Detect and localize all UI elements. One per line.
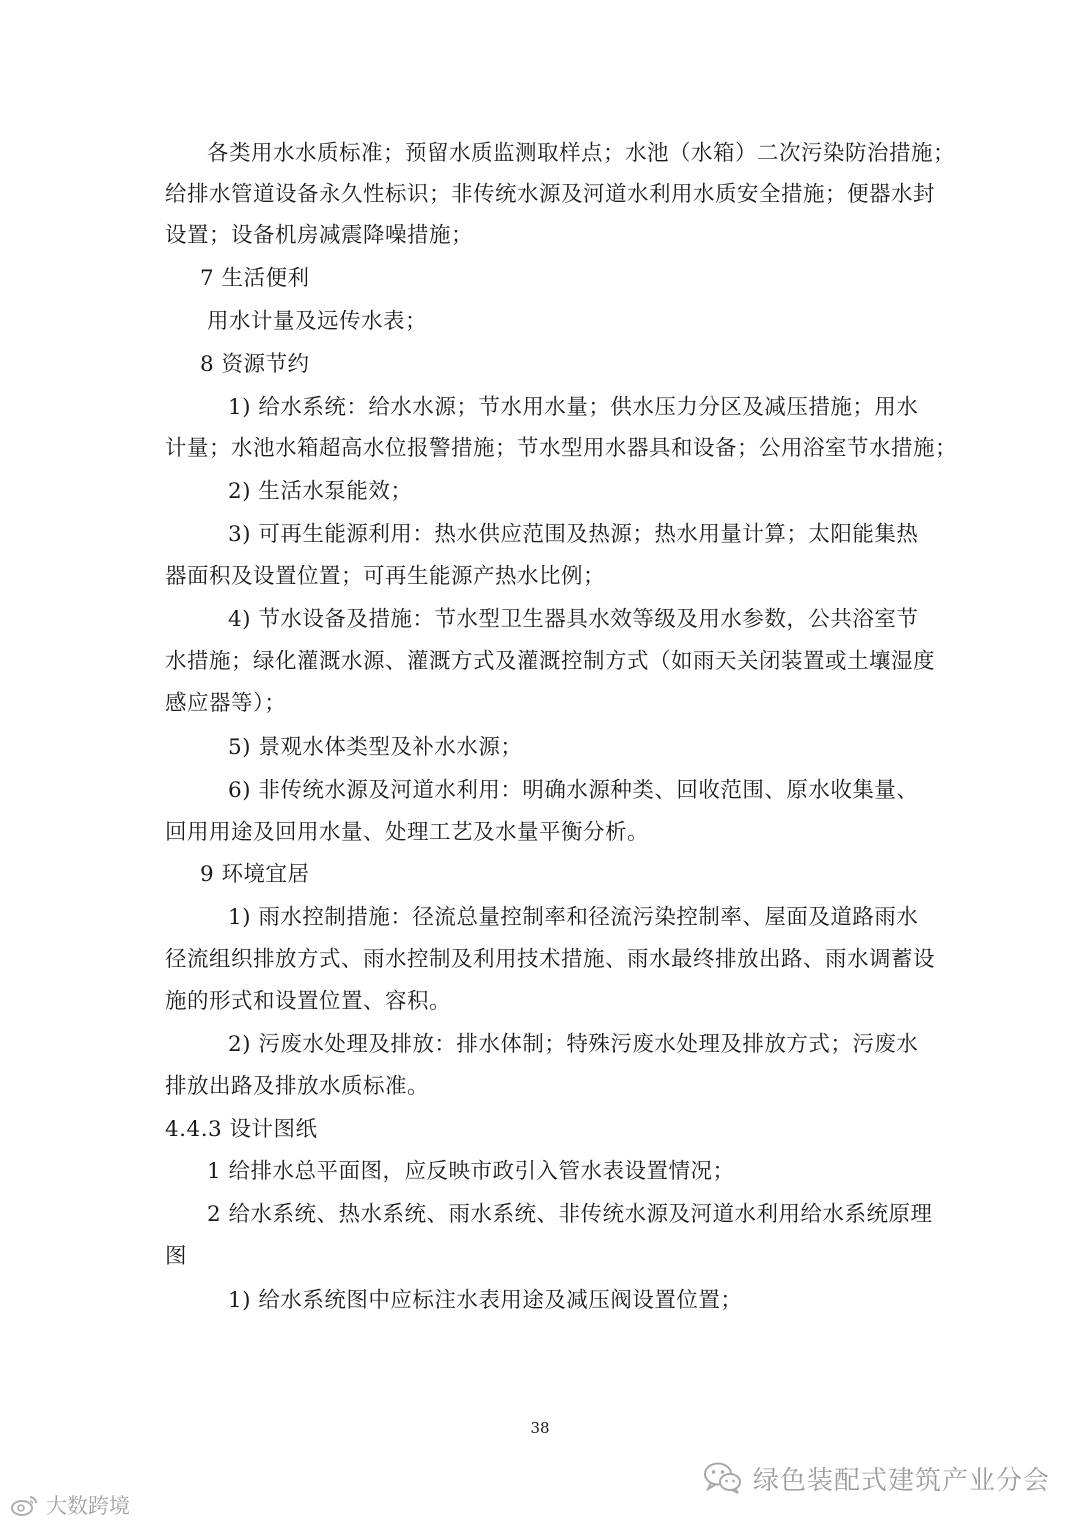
text-line: 感应器等）；: [165, 691, 287, 716]
text-line: 用水计量及远传水表；: [207, 309, 428, 334]
text-line: 施的形式和设置位置、容积。: [165, 989, 452, 1014]
wechat-icon: [703, 1461, 743, 1495]
text-line: 3) 可再生能源利用：热水供应范围及热源；热水用量计算；太阳能集热: [228, 522, 919, 547]
text-line: 2 给水系统、热水系统、雨水系统、非传统水源及河道水利用给水系统原理: [207, 1202, 933, 1227]
text-line: 4) 节水设备及措施：节水型卫生器具水效等级及用水参数，公共浴室节: [228, 607, 919, 632]
text-line: 2) 生活水泵能效；: [228, 479, 413, 504]
text-line: 径流组织排放方式、雨水控制及利用技术措施、雨水最终排放出路、雨水调蓄设: [165, 947, 936, 972]
text-line: 水措施；绿化灌溉水源、灌溉方式及灌溉控制方式（如雨天关闭装置或土壤湿度: [165, 649, 936, 674]
text-line: 4.4.3 设计图纸: [165, 1117, 318, 1142]
text-line: 1 给排水总平面图，应反映市政引入管水表设置情况；: [207, 1159, 735, 1184]
text-line: 设置；设备机房减震降噪措施；: [165, 223, 474, 248]
text-line: 2) 污废水处理及排放：排水体制；特殊污废水处理及排放方式；污废水: [228, 1032, 919, 1057]
text-line: 给排水管道设备永久性标识；非传统水源及河道水利用水质安全措施；便器水封: [165, 182, 936, 207]
watermark-left-text: 大数跨境: [46, 1494, 130, 1518]
text-line: 8 资源节约: [200, 352, 310, 377]
text-line: 9 环境宜居: [200, 862, 310, 887]
watermark-right: [703, 1458, 1050, 1498]
text-line: 图: [165, 1244, 188, 1269]
text-line: 1) 给水系统：给水水源；节水用水量；供水压力分区及减压措施；用水: [228, 395, 919, 420]
text-line: 5) 景观水体类型及补水水源；: [228, 735, 523, 760]
page-number: 38: [530, 1419, 550, 1437]
text-line: 1) 给水系统图中应标注水表用途及减压阀设置位置；: [228, 1288, 743, 1313]
text-line: 计量；水池水箱超高水位报警措施；节水型用水器具和设备；公用浴室节水措施；: [165, 436, 958, 461]
watermark-left: [10, 1490, 130, 1520]
weibo-icon: [10, 1493, 40, 1517]
text-line: 6) 非传统水源及河道水利用：明确水源种类、回收范围、原水收集量、: [228, 778, 919, 803]
text-line: 排放出路及排放水质标准。: [165, 1074, 430, 1099]
text-line: 1) 雨水控制措施：径流总量控制率和径流污染控制率、屋面及道路雨水: [228, 905, 919, 930]
text-line: 器面积及设置位置；可再生能源产热水比例；: [165, 564, 606, 589]
text-line: 回用用途及回用水量、处理工艺及水量平衡分析。: [165, 820, 650, 845]
text-line: 各类用水水质标准；预留水质监测取样点；水池（水箱）二次污染防治措施；: [207, 141, 956, 166]
text-line: 7 生活便利: [200, 266, 310, 291]
watermark-right-text: 绿色装配式建筑产业分会: [752, 1465, 1050, 1496]
